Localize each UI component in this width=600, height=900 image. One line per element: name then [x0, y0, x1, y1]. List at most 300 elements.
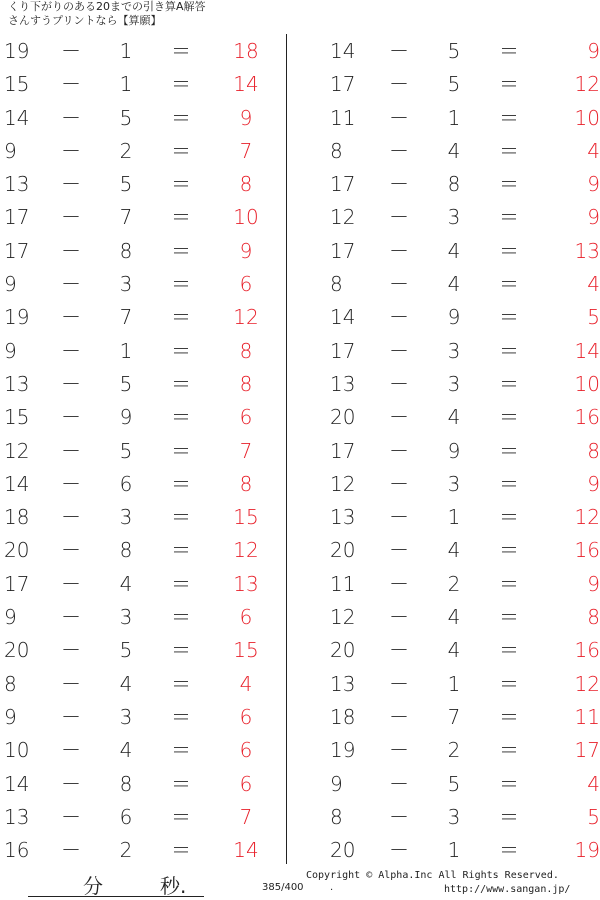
minuend: 17 [4, 571, 30, 596]
minus-sign: － [61, 338, 81, 363]
minuend: 13 [330, 505, 356, 530]
minus-sign: － [389, 172, 409, 197]
problem-row [0, 101, 290, 134]
minus-sign: － [389, 405, 409, 430]
minus-sign: － [389, 638, 409, 663]
minus-sign: － [389, 238, 409, 263]
answer: 6 [239, 771, 253, 796]
problem-row [0, 800, 290, 833]
problem-row [0, 400, 290, 433]
subtrahend: 4 [447, 538, 461, 563]
problem-row [310, 767, 600, 800]
minus-sign: － [389, 605, 409, 630]
worksheet-title: くり下がりのある20までの引き算A解答 [8, 0, 206, 13]
minuend: 17 [4, 205, 30, 230]
subtrahend: 3 [119, 505, 133, 530]
subtrahend: 1 [447, 838, 461, 863]
subtrahend: 1 [447, 671, 461, 696]
answer: 16 [574, 405, 600, 430]
problem-row [0, 167, 290, 200]
minus-sign: － [61, 72, 81, 97]
minuend: 14 [330, 39, 356, 63]
minuend: 9 [330, 771, 343, 796]
subtrahend: 4 [447, 272, 461, 297]
problem-row [0, 667, 290, 700]
answer: 4 [239, 671, 253, 696]
subtrahend: 1 [447, 505, 461, 530]
minuend: 12 [330, 205, 356, 230]
answer: 7 [239, 438, 253, 463]
equals-sign: ＝ [171, 571, 191, 596]
subtrahend: 3 [447, 371, 461, 396]
answer: 9 [587, 471, 600, 496]
answer: 16 [574, 638, 600, 663]
equals-sign: ＝ [171, 471, 191, 496]
answer: 9 [239, 238, 253, 263]
subtrahend: 7 [119, 305, 133, 330]
subtrahend: 9 [447, 438, 461, 463]
answer: 15 [233, 638, 259, 663]
minuend: 20 [330, 405, 356, 430]
worksheet-subtitle: さんすうプリントなら【算願】 [8, 14, 162, 27]
minuend: 20 [330, 838, 356, 863]
minuend: 9 [4, 605, 17, 630]
subtrahend: 5 [119, 172, 133, 197]
answer: 12 [574, 505, 600, 530]
minus-sign: － [61, 205, 81, 230]
subtrahend: 4 [447, 638, 461, 663]
problem-row [0, 600, 290, 633]
answer: 10 [233, 205, 259, 230]
minus-sign: － [389, 471, 409, 496]
equals-sign: ＝ [499, 605, 519, 630]
subtrahend: 8 [119, 538, 133, 563]
problem-row [0, 200, 290, 233]
minuend: 12 [330, 605, 356, 630]
equals-sign: ＝ [171, 671, 191, 696]
minus-sign: － [61, 638, 81, 663]
problem-row [310, 300, 600, 333]
subtrahend: 4 [119, 738, 133, 763]
minus-sign: － [389, 538, 409, 563]
problem-row [0, 34, 290, 67]
minuend: 18 [330, 704, 356, 729]
minuend: 18 [4, 505, 30, 530]
subtrahend: 4 [119, 571, 133, 596]
subtrahend: 5 [119, 438, 133, 463]
seconds-label: 秒. [160, 874, 187, 898]
equals-sign: ＝ [171, 72, 191, 97]
copyright-text: Copyright © Alpha.Inc All Rights Reserved. [306, 870, 559, 881]
minus-sign: － [389, 671, 409, 696]
subtrahend: 7 [447, 704, 461, 729]
subtrahend: 5 [447, 72, 461, 97]
equals-sign: ＝ [171, 371, 191, 396]
minuend: 8 [330, 138, 343, 163]
minus-sign: － [61, 738, 81, 763]
minus-sign: － [389, 738, 409, 763]
equals-sign: ＝ [171, 538, 191, 563]
answer: 8 [239, 172, 253, 197]
minuend: 16 [4, 838, 30, 863]
problem-row [310, 700, 600, 733]
subtrahend: 6 [119, 804, 133, 829]
equals-sign: ＝ [499, 238, 519, 263]
minus-sign: － [61, 671, 81, 696]
equals-sign: ＝ [171, 172, 191, 197]
subtrahend: 8 [119, 238, 133, 263]
answer: 6 [239, 405, 253, 430]
equals-sign: ＝ [171, 605, 191, 630]
subtrahend: 4 [119, 671, 133, 696]
minus-sign: － [389, 205, 409, 230]
subtrahend: 4 [447, 238, 461, 263]
minuend: 15 [4, 405, 30, 430]
minuend: 9 [4, 272, 17, 297]
problem-row [310, 267, 600, 300]
minuend: 12 [4, 438, 30, 463]
equals-sign: ＝ [171, 738, 191, 763]
equals-sign: ＝ [171, 272, 191, 297]
subtrahend: 8 [447, 172, 461, 197]
minuend: 17 [330, 172, 356, 197]
subtrahend: 4 [447, 138, 461, 163]
problem-row [310, 167, 600, 200]
problem-row [310, 800, 600, 833]
answer: 8 [587, 605, 600, 630]
minus-sign: － [61, 238, 81, 263]
answer: 6 [239, 605, 253, 630]
minus-sign: － [61, 838, 81, 863]
minuend: 9 [4, 138, 17, 163]
subtrahend: 3 [447, 804, 461, 829]
equals-sign: ＝ [499, 704, 519, 729]
minus-sign: － [61, 804, 81, 829]
equals-sign: ＝ [171, 205, 191, 230]
subtrahend: 3 [119, 605, 133, 630]
problem-row [0, 434, 290, 467]
answer: 14 [233, 72, 259, 97]
equals-sign: ＝ [499, 172, 519, 197]
answer: 11 [574, 704, 600, 729]
minus-sign: － [389, 704, 409, 729]
minuend: 10 [4, 738, 30, 763]
answer: 9 [587, 172, 600, 197]
problem-row [310, 234, 600, 267]
equals-sign: ＝ [499, 804, 519, 829]
minuend: 9 [4, 704, 17, 729]
subtrahend: 1 [447, 105, 461, 130]
answer: 15 [233, 505, 259, 530]
answer: 12 [574, 72, 600, 97]
minuend: 13 [4, 371, 30, 396]
minus-sign: － [389, 505, 409, 530]
subtrahend: 5 [119, 371, 133, 396]
problem-row [310, 400, 600, 433]
minuend: 17 [330, 438, 356, 463]
answer: 14 [574, 338, 600, 363]
equals-sign: ＝ [499, 771, 519, 796]
time-record-line [28, 868, 204, 897]
equals-sign: ＝ [499, 305, 519, 330]
problem-row [310, 567, 600, 600]
minus-sign: － [389, 771, 409, 796]
minuend: 14 [330, 305, 356, 330]
answer: 5 [587, 305, 600, 330]
equals-sign: ＝ [171, 305, 191, 330]
minus-sign: － [61, 105, 81, 130]
minuend: 13 [4, 172, 30, 197]
subtrahend: 5 [119, 638, 133, 663]
answer: 14 [233, 838, 259, 863]
subtrahend: 4 [447, 605, 461, 630]
answer: 10 [574, 105, 600, 130]
answer: 16 [574, 538, 600, 563]
equals-sign: ＝ [171, 238, 191, 263]
equals-sign: ＝ [171, 438, 191, 463]
minuend: 13 [330, 671, 356, 696]
problem-row [310, 101, 600, 134]
minus-sign: － [389, 105, 409, 130]
minuend: 12 [330, 471, 356, 496]
problem-row [310, 34, 600, 67]
minuend: 17 [330, 338, 356, 363]
subtrahend: 7 [119, 205, 133, 230]
minuend: 17 [330, 72, 356, 97]
equals-sign: ＝ [499, 138, 519, 163]
minus-sign: － [389, 438, 409, 463]
equals-sign: ＝ [499, 438, 519, 463]
answer: 7 [239, 138, 253, 163]
answer: 5 [587, 804, 600, 829]
equals-sign: ＝ [171, 39, 191, 63]
answer: 13 [574, 238, 600, 263]
problem-row [310, 67, 600, 100]
equals-sign: ＝ [171, 405, 191, 430]
equals-sign: ＝ [499, 205, 519, 230]
equals-sign: ＝ [171, 505, 191, 530]
answer: 19 [574, 838, 600, 863]
equals-sign: ＝ [171, 638, 191, 663]
problem-row [0, 234, 290, 267]
problem-row [0, 67, 290, 100]
minus-sign: － [389, 72, 409, 97]
minuend: 14 [4, 471, 30, 496]
equals-sign: ＝ [499, 405, 519, 430]
minus-sign: － [61, 538, 81, 563]
minus-sign: － [61, 405, 81, 430]
minuend: 17 [4, 238, 30, 263]
answer: 17 [574, 738, 600, 763]
subtrahend: 3 [119, 704, 133, 729]
problem-row [310, 733, 600, 766]
subtrahend: 9 [119, 405, 133, 430]
answer: 8 [587, 438, 600, 463]
subtrahend: 4 [447, 405, 461, 430]
subtrahend: 2 [447, 738, 461, 763]
answer: 9 [587, 571, 600, 596]
equals-sign: ＝ [499, 338, 519, 363]
problem-row [0, 733, 290, 766]
minus-sign: － [61, 272, 81, 297]
subtrahend: 8 [119, 771, 133, 796]
answer: 4 [587, 272, 600, 297]
problem-row [310, 367, 600, 400]
answer: 4 [587, 138, 600, 163]
subtrahend: 3 [119, 272, 133, 297]
problem-row [310, 633, 600, 666]
problem-row [0, 700, 290, 733]
minus-sign: － [61, 138, 81, 163]
subtrahend: 2 [119, 838, 133, 863]
page-dot: . [330, 882, 334, 893]
minuend: 19 [4, 39, 30, 63]
equals-sign: ＝ [171, 804, 191, 829]
equals-sign: ＝ [499, 72, 519, 97]
answer: 18 [233, 39, 259, 63]
left-problem-column [0, 34, 290, 866]
subtrahend: 1 [119, 338, 133, 363]
minus-sign: － [389, 39, 409, 63]
minus-sign: － [389, 338, 409, 363]
answer: 12 [233, 538, 259, 563]
equals-sign: ＝ [499, 571, 519, 596]
equals-sign: ＝ [499, 538, 519, 563]
minuend: 13 [330, 371, 356, 396]
answer: 9 [587, 39, 600, 63]
problem-row [310, 200, 600, 233]
minus-sign: － [61, 771, 81, 796]
answer: 6 [239, 704, 253, 729]
minuend: 9 [4, 338, 17, 363]
equals-sign: ＝ [171, 338, 191, 363]
answer: 6 [239, 738, 253, 763]
minus-sign: － [61, 605, 81, 630]
equals-sign: ＝ [499, 471, 519, 496]
answer: 4 [587, 771, 600, 796]
minuend: 20 [4, 538, 30, 563]
subtrahend: 3 [447, 205, 461, 230]
minuend: 15 [4, 72, 30, 97]
subtrahend: 5 [447, 39, 461, 63]
minuend: 19 [4, 305, 30, 330]
minuend: 11 [330, 105, 356, 130]
problem-row [310, 500, 600, 533]
problem-row [0, 633, 290, 666]
minus-sign: － [61, 704, 81, 729]
minuend: 20 [330, 538, 356, 563]
problem-row [0, 134, 290, 167]
minus-sign: － [389, 371, 409, 396]
problem-row [310, 600, 600, 633]
problem-row [310, 434, 600, 467]
equals-sign: ＝ [499, 838, 519, 863]
answer: 13 [233, 571, 259, 596]
subtrahend: 9 [447, 305, 461, 330]
answer: 12 [574, 671, 600, 696]
subtrahend: 2 [447, 571, 461, 596]
equals-sign: ＝ [171, 771, 191, 796]
right-problem-column [310, 34, 600, 866]
site-url: http://www.sangan.jp/ [444, 884, 571, 895]
minus-sign: － [61, 39, 81, 63]
answer: 10 [574, 371, 600, 396]
subtrahend: 2 [119, 138, 133, 163]
minuend: 8 [4, 671, 17, 696]
subtrahend: 1 [119, 72, 133, 97]
minus-sign: － [61, 371, 81, 396]
problem-row [310, 533, 600, 566]
equals-sign: ＝ [499, 505, 519, 530]
subtrahend: 3 [447, 471, 461, 496]
problem-row [0, 767, 290, 800]
problem-row [0, 500, 290, 533]
equals-sign: ＝ [171, 838, 191, 863]
equals-sign: ＝ [499, 671, 519, 696]
equals-sign: ＝ [171, 704, 191, 729]
problem-row [0, 334, 290, 367]
subtrahend: 1 [119, 39, 133, 63]
minuend: 11 [330, 571, 356, 596]
equals-sign: ＝ [499, 371, 519, 396]
equals-sign: ＝ [171, 138, 191, 163]
minus-sign: － [389, 804, 409, 829]
equals-sign: ＝ [499, 105, 519, 130]
problem-row [0, 467, 290, 500]
problem-row [0, 367, 290, 400]
problem-row [0, 833, 290, 866]
minuend: 19 [330, 738, 356, 763]
minus-sign: － [61, 571, 81, 596]
minuend: 8 [330, 272, 343, 297]
minutes-label: 分 [83, 874, 103, 898]
minus-sign: － [61, 305, 81, 330]
problem-row [0, 300, 290, 333]
subtrahend: 5 [447, 771, 461, 796]
subtrahend: 5 [119, 105, 133, 130]
answer: 12 [233, 305, 259, 330]
minus-sign: － [389, 571, 409, 596]
problem-row [0, 267, 290, 300]
minuend: 17 [330, 238, 356, 263]
minuend: 14 [4, 771, 30, 796]
answer: 8 [239, 338, 253, 363]
minus-sign: － [389, 838, 409, 863]
problem-row [310, 667, 600, 700]
minuend: 20 [4, 638, 30, 663]
problem-row [310, 833, 600, 866]
minus-sign: － [389, 138, 409, 163]
answer: 6 [239, 272, 253, 297]
minus-sign: － [61, 471, 81, 496]
worksheet-header [8, 0, 206, 28]
minus-sign: － [389, 305, 409, 330]
equals-sign: ＝ [499, 638, 519, 663]
problem-row [310, 134, 600, 167]
minus-sign: － [61, 505, 81, 530]
minus-sign: － [61, 438, 81, 463]
minuend: 20 [330, 638, 356, 663]
minuend: 8 [330, 804, 343, 829]
equals-sign: ＝ [171, 105, 191, 130]
page-number: 385/400 [262, 882, 304, 893]
equals-sign: ＝ [499, 272, 519, 297]
subtrahend: 6 [119, 471, 133, 496]
problem-row [0, 567, 290, 600]
answer: 7 [239, 804, 253, 829]
equals-sign: ＝ [499, 39, 519, 63]
answer: 8 [239, 471, 253, 496]
